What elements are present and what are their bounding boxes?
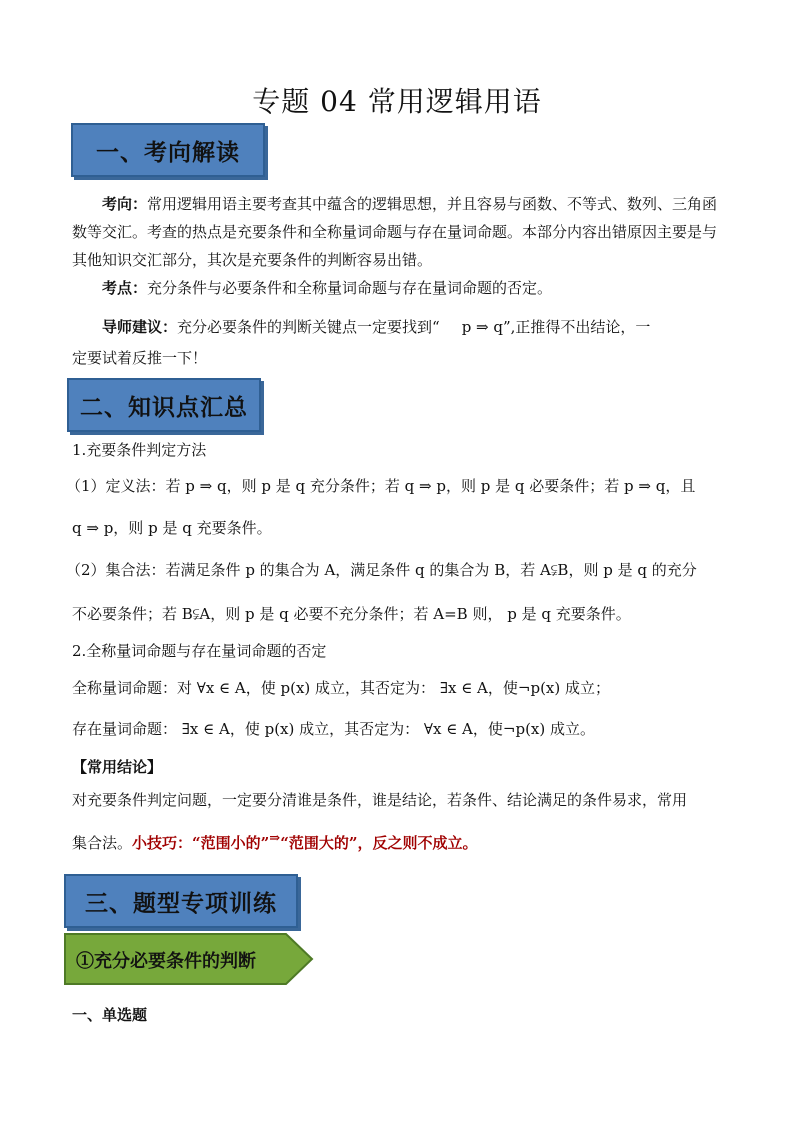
existential-proposition-line: 存在量词命题： ∃x ∈ A，使 p(x) 成立，其否定为： ∀x ∈ A，使¬p(x) 成立。 bbox=[72, 720, 595, 738]
advice-label: 导师建议： bbox=[102, 318, 178, 336]
section-heading-3-label: 三、题型专项训练 bbox=[85, 889, 277, 917]
topic-tag bbox=[64, 933, 314, 985]
advice-text-2: ”,正推得不出结论，一 bbox=[503, 318, 651, 336]
single-choice-heading: 一、单选题 bbox=[72, 1006, 148, 1024]
knowledge-heading-2: 2.全称量词命题与存在量词命题的否定 bbox=[72, 642, 327, 660]
implies-arrow: ⇒ bbox=[269, 831, 281, 846]
knowledge-heading-1: 1.充要条件判定方法 bbox=[72, 441, 207, 459]
intro-advice bbox=[72, 312, 724, 342]
advice-text-1: 充分必要条件的判断关键点一定要找到“ bbox=[177, 318, 440, 336]
conclusion-label: 【常用结论】 bbox=[72, 758, 163, 776]
tip-text-b: “范围大的”，反之则不成立。 bbox=[280, 834, 478, 852]
conclusion-line-1: 对充要条件判定问题，一定要分清谁是条件，谁是结论，若条件、结论满足的条件易求，常用 bbox=[72, 791, 688, 809]
intro-kaoxiang bbox=[72, 190, 724, 274]
kaodian-label: 考点： bbox=[102, 279, 148, 297]
section-heading-1-label: 一、考向解读 bbox=[96, 138, 240, 166]
intro-advice-line2: 定要试着反推一下！ bbox=[72, 349, 208, 367]
universal-proposition-line: 全称量词命题：对 ∀x ∈ A，使 p(x) 成立，其否定为： ∃x ∈ A，使¬p(x) 成立； bbox=[72, 679, 610, 697]
section-heading-1 bbox=[71, 123, 265, 177]
tip-text-a: 小技巧：“范围小的” bbox=[132, 834, 270, 852]
set-method-line-1: （2）集合法：若满足条件 p 的集合为 A，满足条件 q 的集合为 B，若 A⫋B，则 p 是 q 的充分 bbox=[66, 561, 697, 579]
topic-tag-label: ①充分必要条件的判断 bbox=[76, 951, 256, 972]
kaoxiang-label: 考向： bbox=[102, 195, 148, 213]
conclusion-line-2-start: 集合法。 bbox=[72, 834, 133, 852]
section-heading-2 bbox=[67, 378, 261, 432]
page-title: 专题 04 常用逻辑用语 bbox=[252, 85, 542, 118]
definition-method-line-2: q ⇒ p，则 p 是 q 充要条件。 bbox=[72, 519, 272, 537]
intro-kaodian bbox=[72, 274, 724, 302]
set-method-line-2: 不必要条件；若 B⫋A，则 p 是 q 必要不充分条件；若 A=B 则， p 是 q 充要条件。 bbox=[72, 605, 631, 623]
definition-method-line-1: （1）定义法：若 p ⇒ q，则 p 是 q 充分条件；若 q ⇒ p，则 p 是 q 必要条件；若 p ⇒ q，且 bbox=[66, 477, 696, 495]
section-heading-2-label: 二、知识点汇总 bbox=[80, 393, 248, 421]
conclusion-line-2 bbox=[72, 831, 732, 853]
kaoxiang-text: 常用逻辑用语主要考查其中蕴含的逻辑思想，并且容易与函数、不等式、数列、三角函数等交汇。考查的热点是充要条件和全称量词命题与存在量词命题。本部分内容出错原因主要是与其他知识交汇部分，其次是充要条件的判断容易出错。 bbox=[72, 195, 718, 269]
advice-formula: p ⇒ q bbox=[461, 318, 503, 336]
section-heading-3 bbox=[64, 874, 298, 928]
kaodian-text: 充分条件与必要条件和全称量词命题与存在量词命题的否定。 bbox=[147, 279, 553, 297]
